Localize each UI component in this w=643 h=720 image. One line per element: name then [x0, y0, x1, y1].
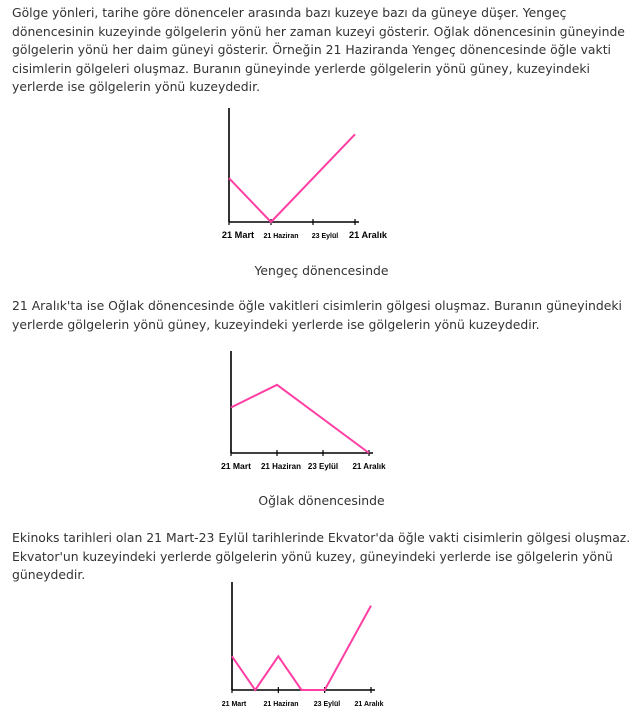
series-line [232, 606, 371, 690]
ekinoks-paragraph: Ekinoks tarihleri olan 21 Mart-23 Eylül tarihlerinde Ekvator'da öğle vakti cisimlerin gölgesi oluşmaz. Ekvator'un kuzeyindeki yerlerde gölgelerin yönü kuzey, güneyindeki yerlerde ise gölgelerin yönü güneydedir. [12, 530, 631, 583]
chart-caption-yengec: Yengeç dönencesinde [254, 263, 389, 278]
x-tick-label: 21 Mart [221, 701, 247, 708]
chart-ekinoks [0, 578, 643, 718]
x-tick-label: 21 Haziran [260, 462, 302, 471]
x-tick-label: 23 Eylül [307, 462, 339, 471]
series-line [231, 385, 369, 453]
series-line [229, 134, 355, 222]
x-tick-label: 21 Aralık [354, 701, 384, 708]
chart-yengec [0, 100, 643, 250]
chart-caption-oglak: Oğlak dönencesinde [258, 493, 385, 508]
x-tick-label: 21 Mart [220, 461, 252, 471]
oglak-paragraph: 21 Aralık'ta ise Oğlak dönencesinde öğle vakitleri cisimlerin gölgesi oluşmaz. Buranın güneyindeki yerlerde gölgelerin yönü güney, kuzeyindeki yerlerde ise gölgelerin yönü kuzeydedir. [12, 298, 622, 332]
x-tick-label: 21 Aralık [349, 230, 387, 240]
x-tick-label: 23 Eylül [313, 701, 341, 708]
chart-oglak [0, 345, 643, 475]
x-tick-label: 21 Haziran [263, 233, 299, 240]
x-tick-label: 21 Aralık [352, 462, 386, 471]
x-tick-label: 21 Haziran [263, 701, 299, 708]
x-tick-label: 23 Eylül [311, 233, 339, 240]
x-tick-label: 21 Mart [221, 230, 255, 240]
intro-paragraph: Gölge yönleri, tarihe göre dönenceler arasında bazı kuzeye bazı da güneye düşer. Yengeç dönencesinin kuzeyinde gölgelerin yönü her zaman kuzeyi gösterir. Oğlak dönencesinin güneyinde gölgelerin yönü her daim güneyi gösterir. Örneğin 21 Haziranda Yengeç dönencesinde öğle vakti cisimlerin gölgeleri oluşmaz. Buranın güneyinde yerlerde gölgelerin yönü güney, kuzeyindeki yerlerde ise gölgelerin yönü kuzeydedir. [12, 5, 625, 95]
